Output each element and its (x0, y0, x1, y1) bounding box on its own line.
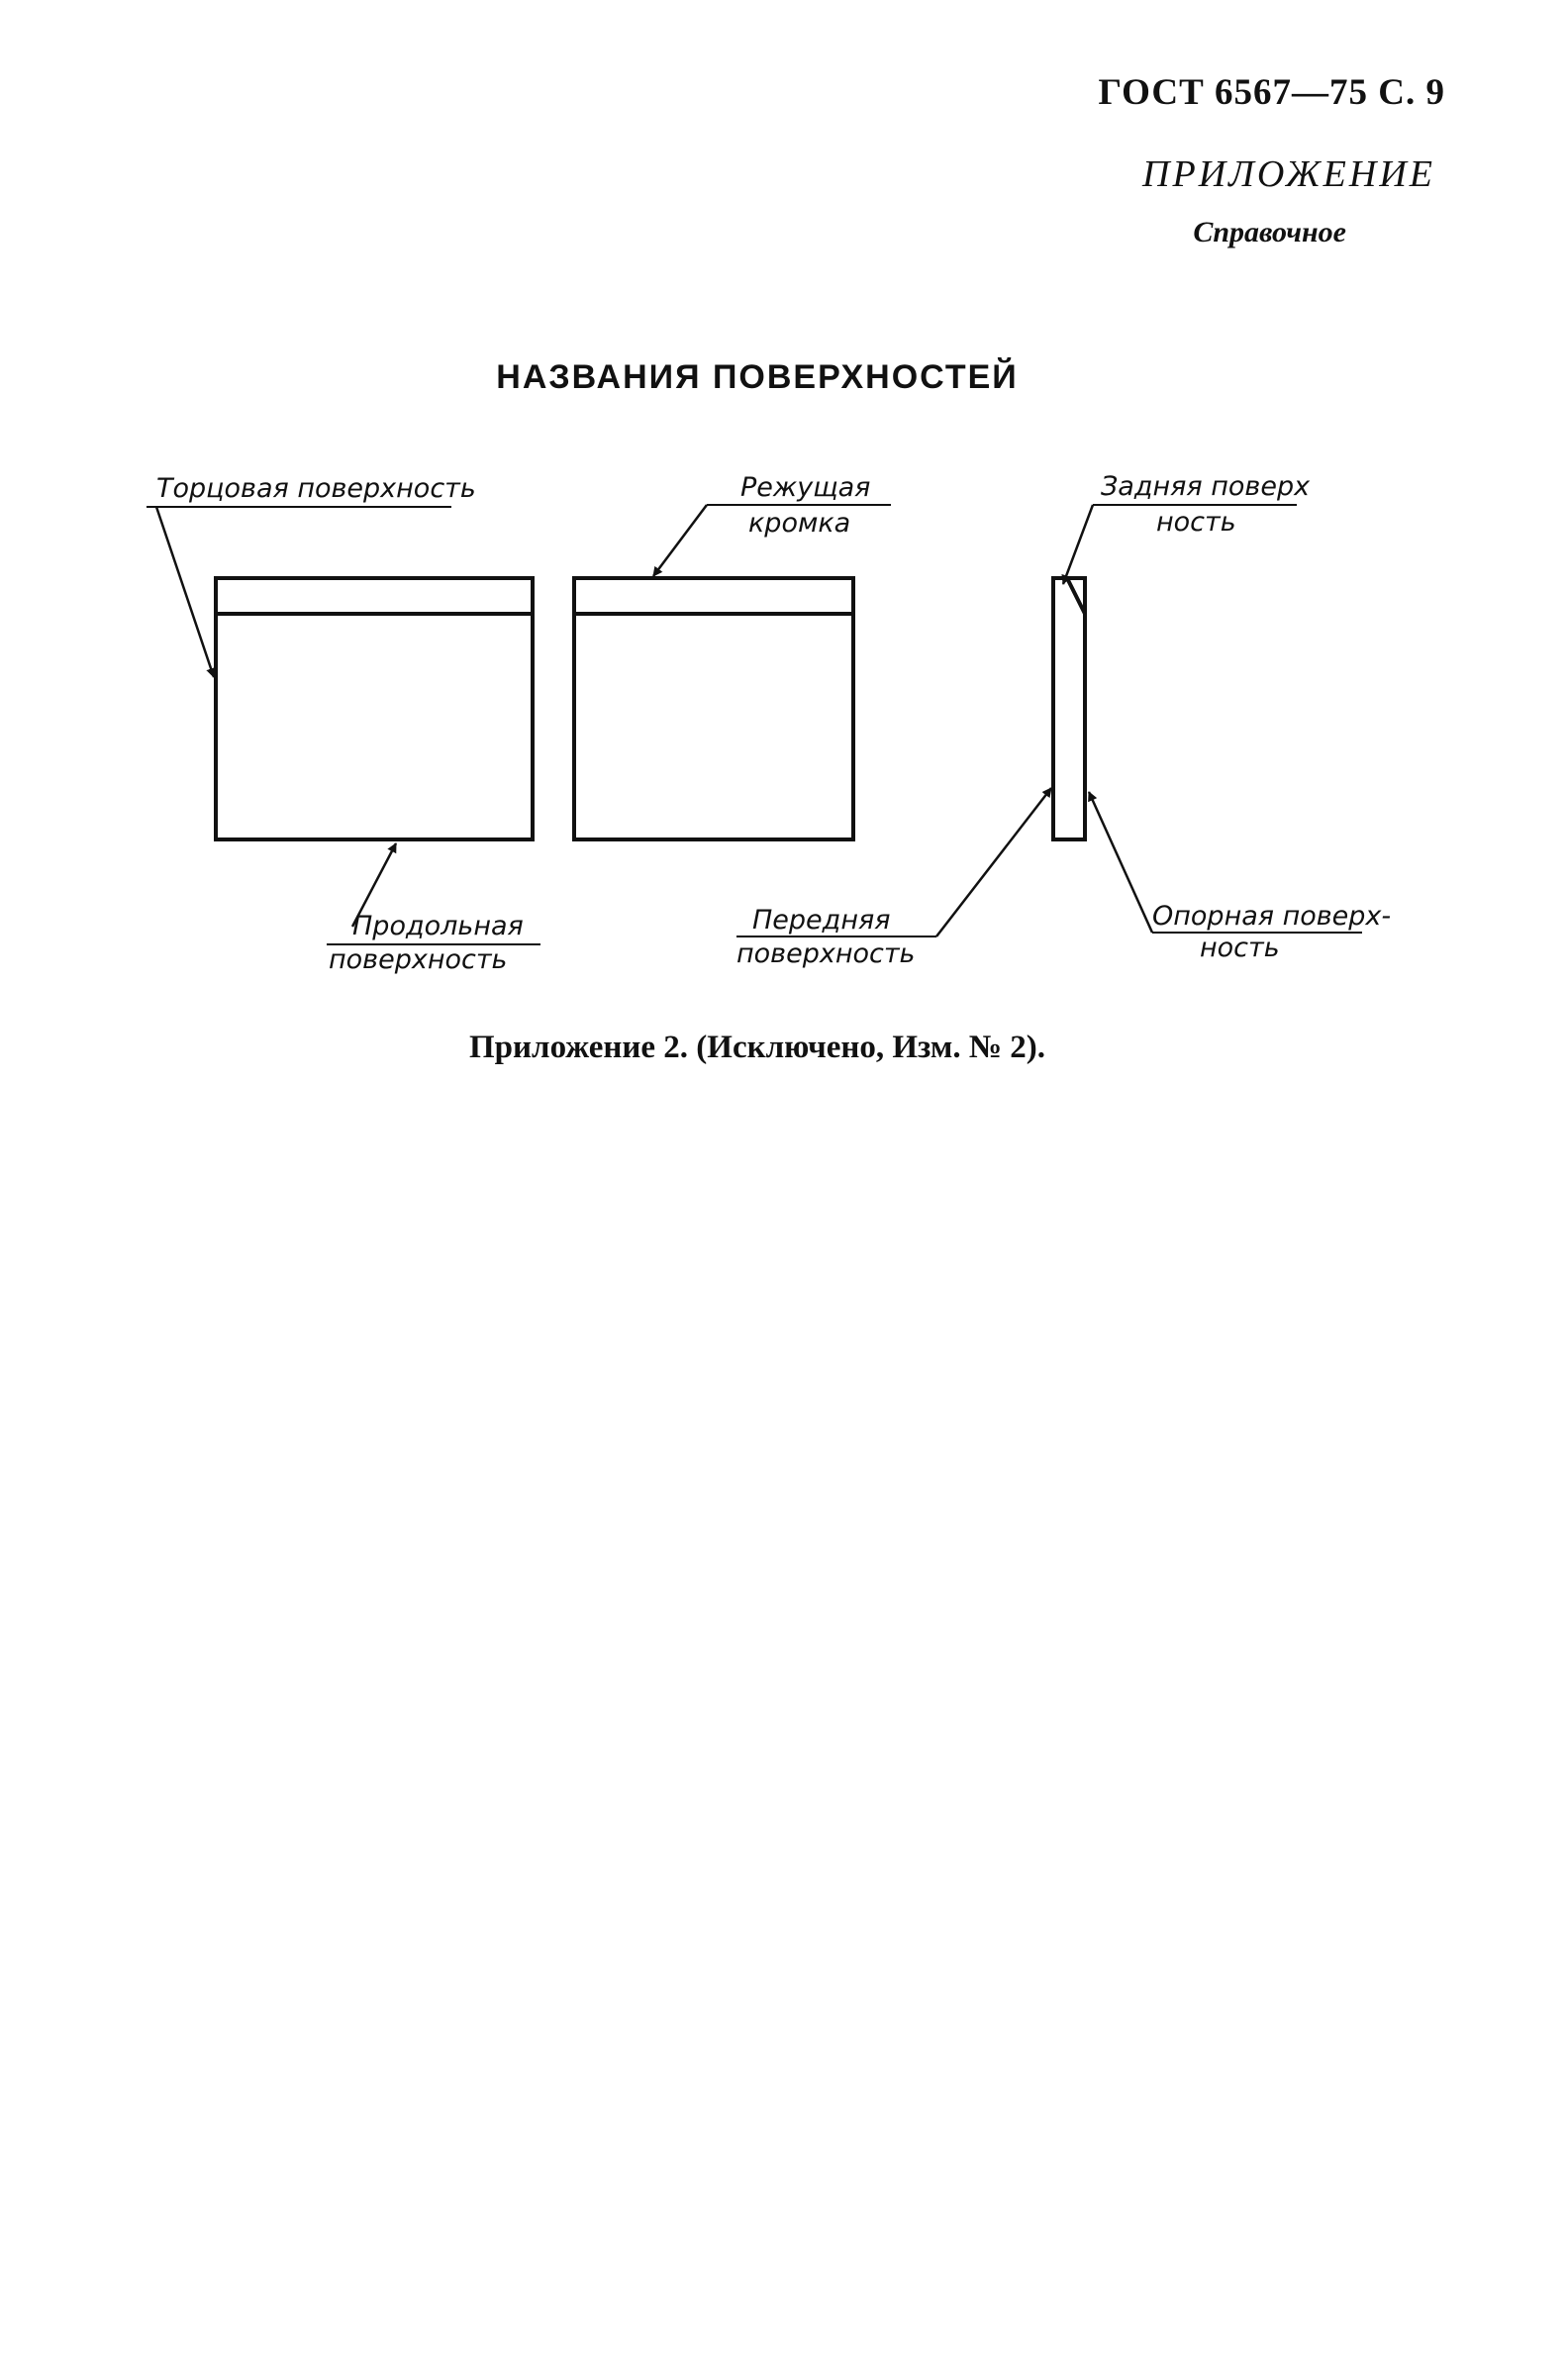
end-surface-label: Торцовая поверхность (156, 473, 476, 504)
plate-left (216, 578, 533, 839)
label-longitudinal-surface (327, 843, 540, 975)
longitudinal-label-1: Продольная (352, 911, 524, 941)
label-rear-surface (1063, 471, 1311, 584)
support-surface-label-1: Опорная поверх- (1152, 901, 1392, 932)
document-code: ГОСТ 6567—75 С. 9 (1098, 72, 1445, 113)
cutting-edge-label-2: кромка (748, 508, 851, 539)
front-surface-label-1: Передняя (752, 905, 891, 936)
surface-names-diagram (0, 436, 1568, 990)
label-end-surface (147, 473, 476, 677)
rear-surface-label-2: ность (1156, 507, 1236, 538)
longitudinal-label-2: поверхность (329, 944, 508, 975)
plate-middle (574, 578, 853, 839)
label-cutting-edge (653, 472, 891, 576)
plate-side-view (1053, 578, 1085, 839)
front-surface-label-2: поверхность (736, 938, 916, 969)
appendix-title: ПРИЛОЖЕНИЕ (1142, 153, 1435, 195)
rear-surface-label-1: Задняя поверх (1101, 471, 1311, 502)
support-surface-label-2: ность (1200, 933, 1280, 963)
appendix-subtitle: Справочное (1193, 216, 1346, 248)
label-front-surface (736, 788, 1051, 969)
label-support-surface (1089, 792, 1391, 963)
footnote: Приложение 2. (Исключено, Изм. № 2). (469, 1030, 1045, 1065)
cutting-edge-label-1: Режущая (740, 472, 871, 503)
section-title: НАЗВАНИЯ ПОВЕРХНОСТЕЙ (496, 358, 1019, 396)
